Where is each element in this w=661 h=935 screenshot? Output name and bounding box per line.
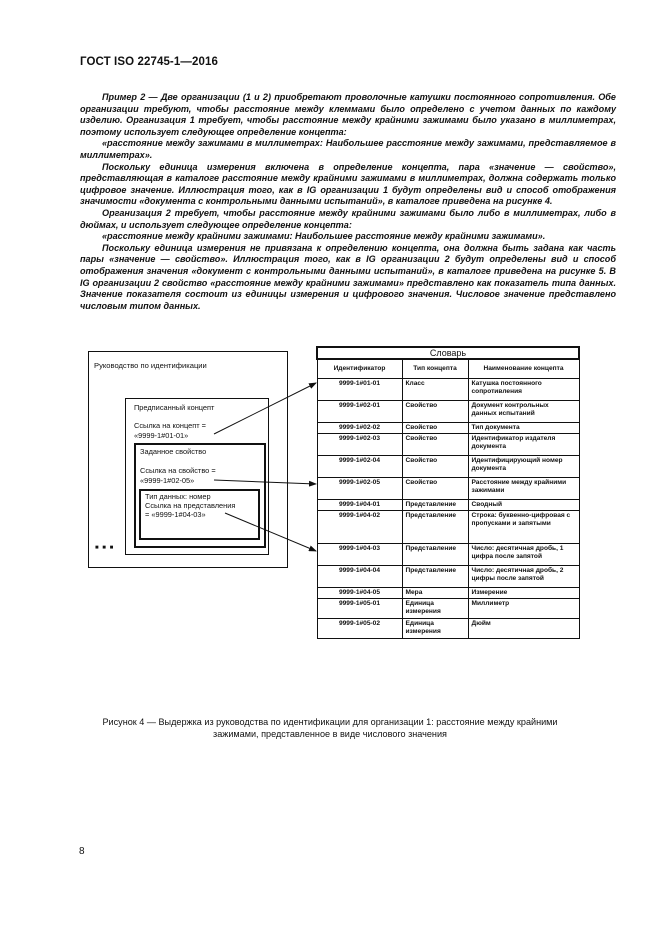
cell-type: Свойство [402, 434, 468, 456]
property-ref-label: Ссылка на свойство = [140, 466, 216, 475]
cell-name: Расстояние между крайними зажимами [468, 478, 579, 500]
dictionary-title: Словарь [317, 347, 579, 359]
datatype-ref-value: = «9999-1#04-03» [145, 510, 206, 519]
cell-type: Представление [402, 544, 468, 566]
cell-id: 9999-1#04-04 [317, 566, 402, 588]
cell-type: Представление [402, 511, 468, 544]
cell-name: Миллиметр [468, 599, 579, 619]
more-items-indicator: ■ ■ ■ [95, 545, 115, 551]
cell-id: 9999-1#02-04 [317, 456, 402, 478]
cell-type: Свойство [402, 478, 468, 500]
column-header-type: Тип концепта [402, 359, 468, 379]
guide-title: Руководство по идентификации [94, 361, 207, 370]
cell-type: Единица измерения [402, 619, 468, 639]
cell-type: Единица измерения [402, 599, 468, 619]
cell-name: Строка: буквенно-цифровая с пропусками и запятыми [468, 511, 579, 544]
cell-id: 9999-1#05-02 [317, 619, 402, 639]
column-header-name: Наименование концепта [468, 359, 579, 379]
property-label: Заданное свойство [140, 447, 207, 456]
cell-id: 9999-1#02-05 [317, 478, 402, 500]
cell-type: Свойство [402, 401, 468, 423]
cell-name: Число: десятичная дробь, 1 цифра после запятой [468, 544, 579, 566]
paragraph-unit-included: Поскольку единица измерения включена в определение концепта, пара «значение — свойство», представляющая в каталоге расстояние между крайними зажимами в миллиметрах, должна содержать только цифровое значение. Иллюстрация того, как в IG организации 1 будут определены вид и способ отображения значимости «документа с контрольными данными испытаний», в каталоге приведена на рисунке 4. [80, 161, 616, 207]
cell-type: Свойство [402, 456, 468, 478]
arrow-concept-ref [214, 383, 316, 434]
cell-id: 9999-1#04-01 [317, 500, 402, 511]
cell-name: Тип документа [468, 423, 579, 434]
paragraph-unit-not-bound: Поскольку единица измерения не привязана к определению концепта, она должна быть задана как часть пары «значение — свойство». Иллюстрация того, как в IG организации 2 будут определены вид и способ отображения значения «документ с контрольными данными испытаний», в каталоге приведена на рисунке 5. В IG организации 2 свойство «расстояние между крайними зажимами» представлено как показатель типа данных. Значение показателя состоит из единицы измерения и цифрового значения. Числовое значение представлено числовым типом данных. [80, 242, 616, 311]
cell-id: 9999-1#01-01 [317, 379, 402, 401]
cell-type: Представление [402, 500, 468, 511]
cell-id: 9999-1#04-02 [317, 511, 402, 544]
cell-name: Документ контрольных данных испытаний [468, 401, 579, 423]
cell-id: 9999-1#05-01 [317, 599, 402, 619]
document-header: ГОСТ ISO 22745-1—2016 [80, 56, 218, 68]
datatype-label: Тип данных: номер [145, 492, 211, 501]
property-ref-value: «9999-1#02-05» [140, 476, 195, 485]
cell-type: Представление [402, 566, 468, 588]
paragraph-definition-1: «расстояние между зажимами в миллиметрах: Наибольшее расстояние между зажимами, представляемое в миллиметрах». [80, 138, 616, 160]
concept-ref-value: «9999-1#01-01» [134, 431, 189, 440]
cell-name: Идентифицирующий номер документа [468, 456, 579, 478]
cell-id: 9999-1#02-01 [317, 401, 402, 423]
cell-name: Дюйм [468, 619, 579, 639]
cell-type: Класс [402, 379, 468, 401]
paragraph-definition-2: «расстояние между крайними зажимами: Наибольшее расстояние между крайними зажимами». [102, 231, 546, 242]
concept-ref-label: Ссылка на концепт = [134, 421, 206, 430]
paragraph-example-2: Пример 2 — Две организации (1 и 2) приобретают проволочные катушки постоянного сопротивления. Обе организации требуют, чтобы расстояние между клеммами было определено с учетом данных по каждому изделию. Организация 1 требует, чтобы расстояние между крайними зажимами было указано в миллиметрах, поэтому использует следующее определение концепта: [80, 92, 616, 137]
prescribed-concept-label: Предписанный концепт [134, 403, 215, 412]
figure-caption: Рисунок 4 — Выдержка из руководства по идентификации для организации 1: расстояние между крайними зажимами, представленное в виде числового значения [102, 717, 558, 739]
arrow-datatype-ref [225, 513, 316, 551]
arrow-property-ref [214, 480, 316, 484]
datatype-ref-label: Ссылка на представления [145, 501, 236, 510]
cell-type: Свойство [402, 423, 468, 434]
cell-id: 9999-1#02-03 [317, 434, 402, 456]
cell-name: Число: десятичная дробь, 2 цифры после запятой [468, 566, 579, 588]
cell-name: Измерение [468, 588, 579, 599]
cell-name: Катушка постоянного сопротивления [468, 379, 579, 401]
cell-name: Идентификатор издателя документа [468, 434, 579, 456]
cell-type: Мера [402, 588, 468, 599]
paragraph-organization-2: Организация 2 требует, чтобы расстояние между крайними зажимами было либо в миллиметрах, либо в дюймах, и использует следующее определение концепта: [80, 207, 616, 230]
cell-id: 9999-1#02-02 [317, 423, 402, 434]
page-number: 8 [79, 846, 85, 857]
cell-name: Сводный [468, 500, 579, 511]
cell-id: 9999-1#04-05 [317, 588, 402, 599]
cell-id: 9999-1#04-03 [317, 544, 402, 566]
column-header-id: Идентификатор [317, 359, 402, 379]
